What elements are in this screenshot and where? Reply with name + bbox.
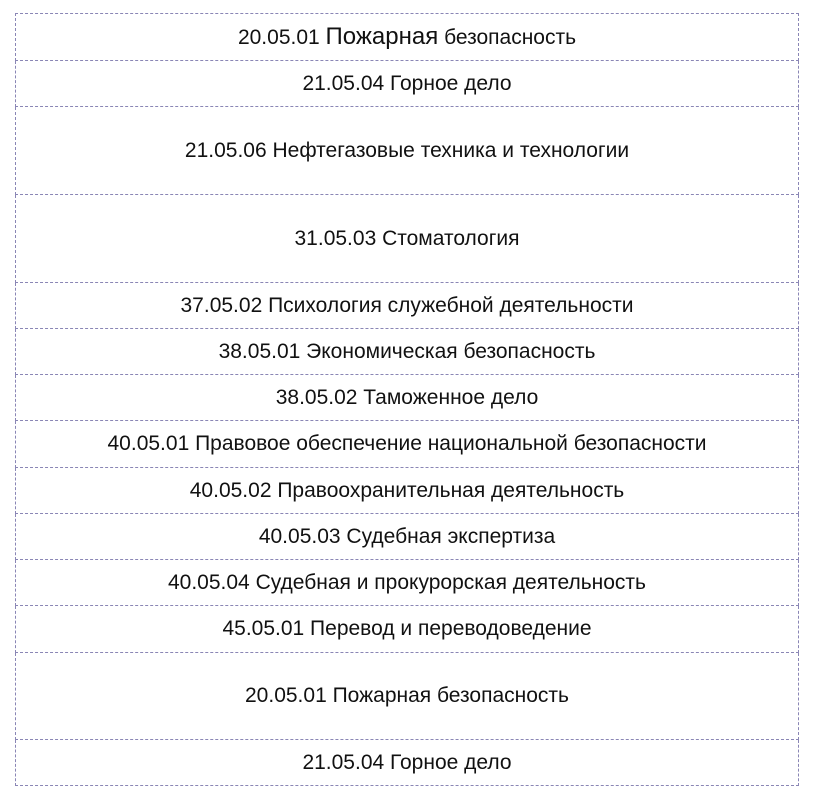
table-row	[16, 421, 799, 468]
table-cell: 21.05.04 Горное дело	[16, 61, 799, 107]
table-row	[16, 329, 799, 375]
table-row	[16, 107, 799, 195]
table-cell: 40.05.02 Правоохранительная деятельность	[16, 468, 799, 514]
table-cell	[16, 14, 799, 61]
table-row	[16, 468, 799, 514]
table-row	[16, 514, 799, 560]
specialties-table	[15, 13, 799, 786]
table-cell: 31.05.03 Стоматология	[16, 195, 799, 283]
specialty-title: безопасность	[444, 25, 577, 49]
table-cell: 20.05.01 Пожарная безопасность	[16, 653, 799, 740]
table-row	[16, 653, 799, 740]
specialty-title-emphasis: Пожарная	[325, 22, 439, 50]
table-row	[16, 61, 799, 107]
table-cell: 38.05.01 Экономическая безопасность	[16, 329, 799, 375]
specialty-code: 20.05.01	[237, 25, 320, 49]
table-row	[16, 195, 799, 283]
table-cell: 40.05.04 Судебная и прокурорская деятельность	[16, 560, 799, 606]
table-cell: 40.05.03 Судебная экспертиза	[16, 514, 799, 560]
table-row	[16, 740, 799, 786]
table-cell: 21.05.04 Горное дело	[16, 740, 799, 786]
table-row	[16, 14, 799, 61]
table-cell: 37.05.02 Психология служебной деятельности	[16, 283, 799, 329]
table-row	[16, 606, 799, 653]
table-cell: 38.05.02 Таможенное дело	[16, 375, 799, 421]
table-cell: 45.05.01 Перевод и переводоведение	[16, 606, 799, 653]
table-row	[16, 560, 799, 606]
table-cell: 40.05.01 Правовое обеспечение национальной безопасности	[16, 421, 799, 468]
table-row	[16, 375, 799, 421]
table-row	[16, 283, 799, 329]
table-cell: 21.05.06 Нефтегазовые техника и технологии	[16, 107, 799, 195]
